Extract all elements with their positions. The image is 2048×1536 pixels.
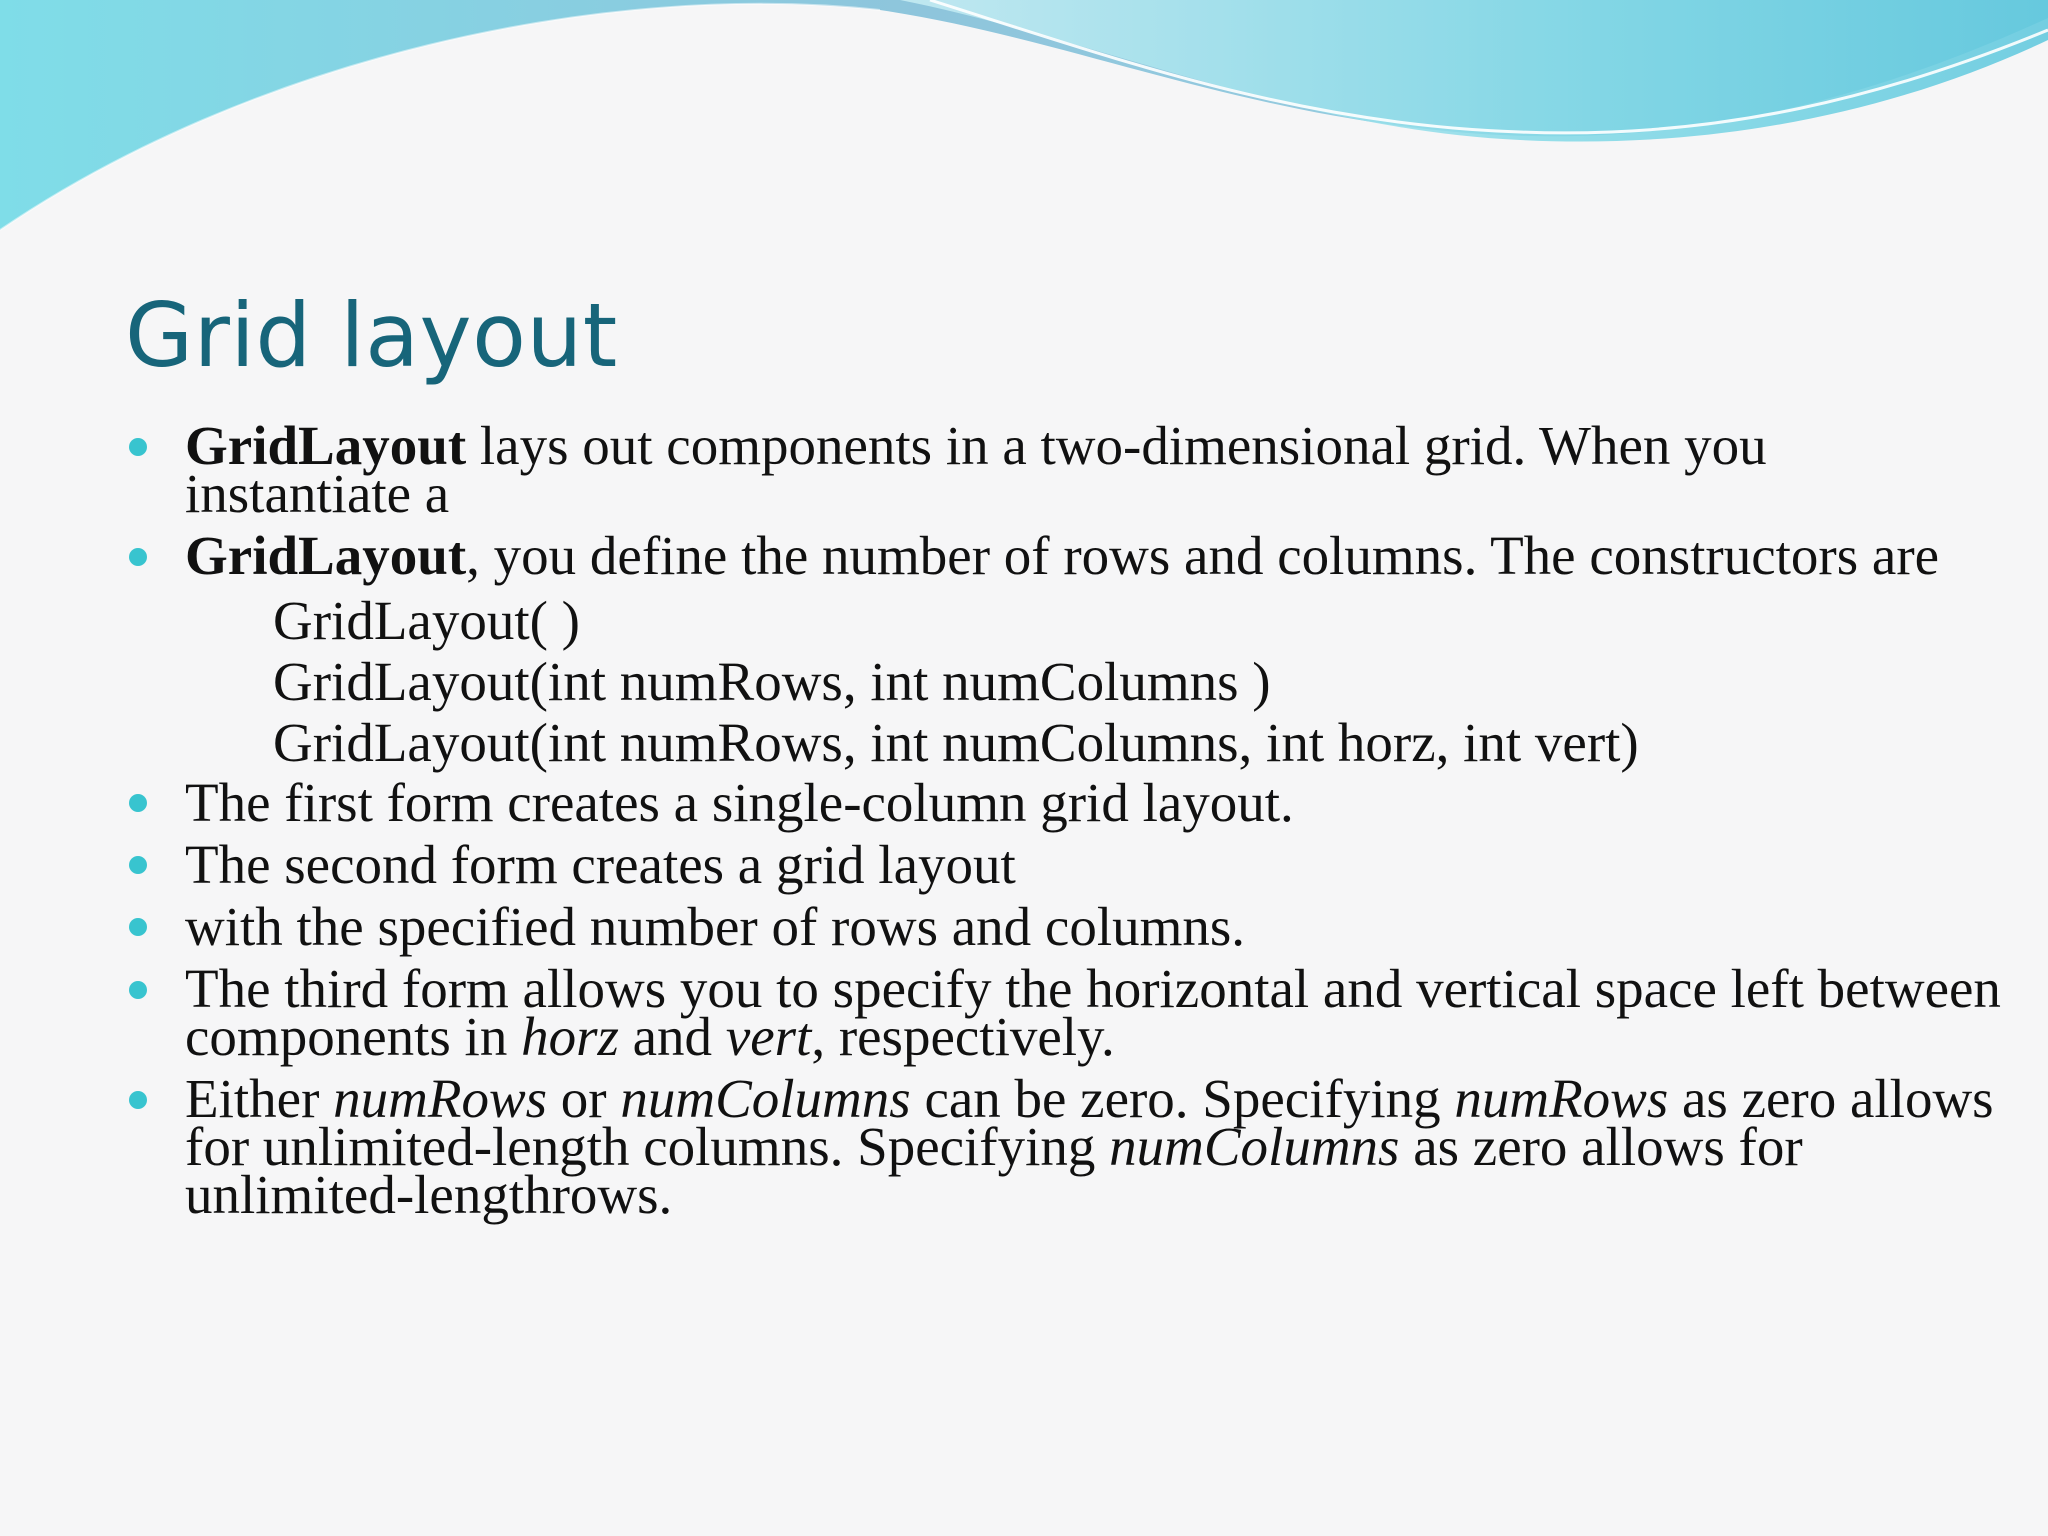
bullet-text: as zero allows for unlimited-length columns. Specifying (185, 1068, 1994, 1177)
bullet-icon (129, 856, 147, 874)
bullet-item (125, 958, 2005, 1067)
bullet-item (125, 897, 2005, 957)
keyword-gridlayout: GridLayout (185, 525, 467, 586)
bullet-item (125, 525, 2005, 586)
bullet-text: and (618, 1006, 726, 1067)
bullet-text: as zero allows for unlimited-lengthrows. (185, 1116, 1803, 1225)
bullet-text: can be zero. Specifying (910, 1068, 1455, 1129)
param-numcolumns: numColumns (1109, 1116, 1400, 1177)
constructor-list (125, 590, 2005, 773)
param-numrows: numRows (333, 1068, 548, 1129)
param-numrows: numRows (1454, 1068, 1669, 1129)
bullet-text: lays out components in a two-dimensional grid. When you instantiate a (185, 415, 1767, 524)
constructor-line: GridLayout(int numRows, int numColumns, int horz, int vert) (273, 712, 1639, 773)
bullet-text: , you define the number of rows and columns. The constructors are (466, 525, 1940, 586)
param-vert: vert (725, 1006, 812, 1067)
bullet-icon (129, 981, 147, 999)
constructor-line: GridLayout( ) (273, 590, 580, 651)
bullet-text: , respectively. (811, 1006, 1115, 1067)
param-numcolumns: numColumns (620, 1068, 911, 1129)
bullet-text: The second form creates a grid layout (185, 834, 1016, 895)
bullet-text: with the specified number of rows and columns. (185, 896, 1246, 957)
bullet-text: or (547, 1068, 621, 1129)
bullet-text: The third form allows you to specify the horizontal and vertical space left between components in (185, 958, 2001, 1067)
bullet-item (125, 773, 2005, 833)
bullet-icon (129, 438, 147, 456)
slide-body (125, 415, 2005, 1233)
bullet-item (125, 1068, 2005, 1225)
constructor-line: GridLayout(int numRows, int numColumns ) (273, 651, 1271, 712)
bullet-icon (129, 918, 147, 936)
bullet-text: The first form creates a single-column grid layout. (185, 772, 1294, 833)
param-horz: horz (521, 1006, 619, 1067)
bullet-text: Either (185, 1068, 334, 1129)
bullet-item (125, 835, 2005, 895)
keyword-gridlayout: GridLayout (185, 415, 467, 476)
slide-title: Grid layout (125, 284, 618, 387)
bullet-item (125, 415, 2005, 524)
header-wave-decoration (0, 0, 2048, 240)
bullet-icon (129, 794, 147, 812)
bullet-icon (129, 1091, 147, 1109)
bullet-icon (129, 548, 147, 566)
